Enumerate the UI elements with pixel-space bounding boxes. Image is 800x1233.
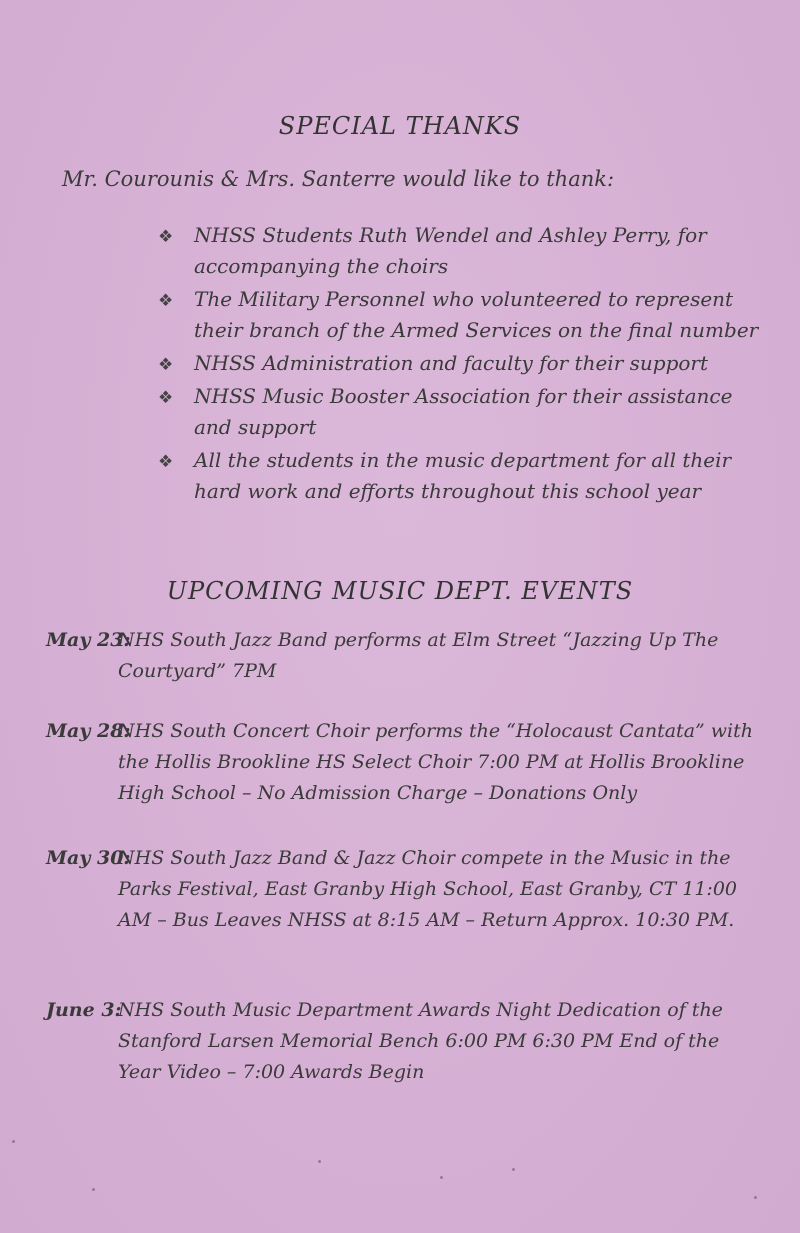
diamond-four-icon: ❖ bbox=[158, 355, 174, 375]
event-entry bbox=[46, 625, 766, 687]
event-date: May 28: bbox=[46, 720, 131, 742]
list-item bbox=[150, 445, 770, 507]
paper-speck bbox=[318, 1160, 321, 1163]
event-entry bbox=[46, 716, 766, 809]
paper-speck bbox=[754, 1196, 757, 1199]
event-date: May 23: bbox=[46, 629, 131, 651]
paper-speck bbox=[12, 1140, 15, 1143]
list-item bbox=[150, 284, 770, 346]
event-description: NHS South Jazz Band & Jazz Choir compete in the Music in the Parks Festival, East Granby High School, East Granby, CT 11:00 AM – Bus Leaves NHSS at 8:15 AM – Return Approx. 10:30 PM. bbox=[118, 847, 738, 931]
diamond-four-icon: ❖ bbox=[158, 388, 174, 408]
list-item bbox=[150, 220, 770, 282]
thanks-intro: Mr. Courounis & Mrs. Santerre would like to thank: bbox=[62, 167, 615, 191]
diamond-four-icon: ❖ bbox=[158, 291, 174, 311]
event-description: NHS South Concert Choir performs the “Holocaust Cantata” with the Hollis Brookline HS Select Choir 7:00 PM at Hollis Brookline High School – No Admission Charge – Donations Only bbox=[118, 720, 753, 804]
thanks-item-text: NHSS Administration and faculty for their support bbox=[194, 351, 709, 375]
thanks-item-text: NHSS Music Booster Association for their assistance and support bbox=[194, 384, 733, 439]
paper-speck bbox=[92, 1188, 95, 1191]
thanks-item-text: The Military Personnel who volunteered to represent their branch of the Armed Services on the final number bbox=[194, 287, 759, 342]
thanks-list bbox=[150, 220, 770, 509]
list-item bbox=[150, 348, 770, 379]
diamond-four-icon: ❖ bbox=[158, 452, 174, 472]
thanks-item-text: All the students in the music department for all their hard work and efforts throughout this school year bbox=[194, 448, 732, 503]
event-description: NHS South Jazz Band performs at Elm Street “Jazzing Up The Courtyard” 7PM bbox=[118, 629, 719, 682]
event-entry bbox=[46, 843, 766, 936]
event-entry bbox=[46, 995, 766, 1088]
paper-speck bbox=[512, 1168, 515, 1171]
event-date: June 3: bbox=[46, 999, 122, 1021]
list-item bbox=[150, 381, 770, 443]
event-description: NHS South Music Department Awards Night Dedication of the Stanford Larsen Memorial Bench 6:00 PM 6:30 PM End of the Year Video – 7:00 Awards Begin bbox=[118, 999, 723, 1083]
event-date: May 30: bbox=[46, 847, 131, 869]
upcoming-events-heading: UPCOMING MUSIC DEPT. EVENTS bbox=[166, 577, 634, 605]
special-thanks-heading: SPECIAL THANKS bbox=[278, 112, 522, 140]
paper-speck bbox=[440, 1176, 443, 1179]
thanks-item-text: NHSS Students Ruth Wendel and Ashley Perry, for accompanying the choirs bbox=[194, 223, 707, 278]
diamond-four-icon: ❖ bbox=[158, 227, 174, 247]
